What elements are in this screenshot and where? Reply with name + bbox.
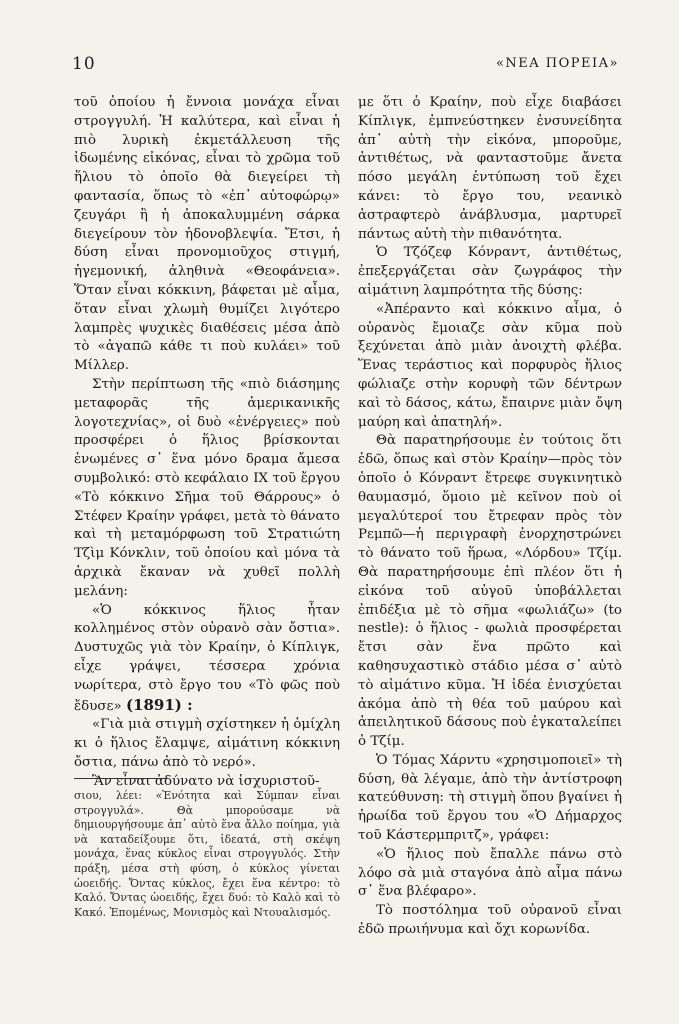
paragraph: Ὁ Τόμας Χάρντυ «χρησιμοποιεῖ» τὴ δύση, θὰ λέγαμε, ἀπὸ τὴν ἀντίστροφη κατεύθυνση: τὴ στιγμὴ ὅπου βγαίνει ἡ ἡρωίδα τοῦ ἔργου του «Ὁ Δήμαρχος τοῦ Κάστερμπριτζ», γράφει: [358,752,622,844]
paragraph: Θὰ παρατηρήσουμε ἐν τούτοις ὅτι ἐδῶ, ὅπως καὶ στὸν Κραίην—πρὸς τὸν ὁποῖο ὁ Κόνραντ ἔτρεφε συγκινητικὸ θαυμασμό, ὅμοιο μὲ κεῖνον ποὺ οἱ μεγαλύτεροί του ἔτρεφαν πρὸς τὸν Ρεμπῶ—ἡ περιγραφὴ ἐνορχηστρώνει τὸ θάνατο τοῦ ἥρωα, «Λόρδου» Τζίμ. Θὰ παρατηρήσουμε ἐπὶ πλέον ὅτι ἡ εἰκόνα τοῦ αὐγοῦ ὑποβάλλεται ἐπιδέξια μὲ τὸ σῆμα «φωλιάζω» (to nestle): ὁ ἥλιος - φωλιὰ προσφέρεται ἔτσι σὰν ἕνα πρῶτο καὶ καθησυχαστικὸ στάδιο μέσα σ᾽ αὐτὸ τὸ αἱμάτινο κῦμα. Ἡ ἰδέα ἐνισχύεται ἀκόμα ἀπὸ τὴ θέα τοῦ μαύρου καὶ ἀπειλητικοῦ δάσους ποὺ ἐγκαταλείπει ὁ Τζίμ. [358,433,622,750]
paragraph: Τὸ ποστόλημα τοῦ οὐρανοῦ εἶναι ἐδῶ πρωιήνυμα καὶ ὄχι κορωνίδα. [358,903,622,938]
footnote [74,789,340,920]
paragraph: Ἂν εἶναι ἀδύνατο νὰ ἰσχυριστοῦ- [92,773,320,789]
right-column [358,94,622,940]
quotation: «Γιὰ μιὰ στιγμὴ σχίστηκεν ἡ ὁμίχλη κι ὁ ἥλιος ἔλαμψε, αἱμάτινη κόκκινη ὄστια, πάνω ἀπὸ τὸ νερό». [74,717,340,770]
footnote-divider [74,778,166,779]
quotation: «Ὁ ἥλιος ποὺ ἔπαλλε πάνω στὸ λόφο σὰ μιὰ σταγόνα ἀπὸ αἷμα πάνω σ᾽ ἕνα βλέφαρο». [358,846,622,900]
paragraph: Στὴν περίπτωση τῆς «πιὸ διάσημης μεταφορᾶς τῆς ἀμερικανικῆς λογοτεχνίας», οἱ δυὸ «ἐνέργειες» ποὺ προσφέρει ὁ ἥλιος βρίσκονται ἑνωμένες σ᾽ ἕνα μόνο δραμα ἄμεσα συμβολικό: στὸ κεφάλαιο IX τοῦ ἔργου «Τὸ κόκκινο Σῆμα τοῦ Θάρρους» ὁ Στέφεν Κραίην γράφει, μετὰ τὸ θάνατο καὶ τὴ μεταμόρφωση τοῦ Στρατιώτη Τζὶμ Κόνκλιν, τοῦ ὁποίου καὶ μόνα τὰ ἀρχικὰ ἔκαναν νὰ χυθεῖ πολλὴ μελάνη: [74,376,340,599]
footnote-text: σιου, λέει: «Ἑνότητα καὶ Σύμπαν εἶναι στρογγυλά». Θὰ μπορούσαμε νὰ δημιουργήσουμε ἀπ᾽ αὐτὸ ἕνα ἄλλο ποίημα, γιὰ νὰ καταδείξουμε ὅτι, ἰδεατά, στὴ σκέψη μονάχα, ἕνας κύκλος εἶναι στρογγυλός. Στὴν πράξη, μέσα στὴ φύση, ὁ κύκλος γίνεται ὡοειδής. Ὄντας κύκλος, ἔχει ἕνα κέντρο: τὸ Καλό. Ὄντας ὡοειδής, ἔχει δυό: τὸ Καλὸ καὶ τὸ Κακό. Ἑπομένως, Μονισμὸς καὶ Ντουαλισμός. [74,789,340,919]
paragraph: τοῦ ὁποίου ἡ ἔννοια μονάχα εἶναι στρογγυλή. Ἡ καλύτερα, καὶ εἶναι ἡ πιὸ λυρικὴ ἐκμετάλλευση τῆς ἰδωμένης εἰκόνας, εἶναι τὸ χρῶμα τοῦ ἥλιου τὸ ὁποῖο θὰ διεγείρει τὴ φαντασία, ὅπως τὸ «ἐπ᾽ αὐτοφώρῳ» ζευγάρι ἢ ἡ ἀποκαλυμμένη σάρκα διεγείρουν τὸν ἡδονοβλεψία. Ἔτσι, ἡ δύση εἶναι προνομιοῦχος στιγμή, ἡγεμονική, ἀληθινὰ «Θεοφάνεια». Ὅταν εἶναι κόκκινη, βάφεται μὲ αἷμα, ὅταν εἶναι χλωμὴ θυμίζει λιγότερο λαμπρὲς ψυχικὲς διαθέσεις μέσα ἀπὸ τὸ «ἀγαπῶ κάθε τι ποὺ κυλάει» τοῦ Μίλλερ. [74,95,340,374]
quote-text: «Ὁ κόκκινος ἥλιος ἦταν κολλημένος στὸν οὐρανὸ σὰν ὄστια». Δυστυχῶς γιὰ τὸν Κραίην, ὁ Κίπλιγκ, εἶχε γράψει, τέσσερα χρόνια νωρίτερα, στὸ ἔργο του «Τὸ φῶς ποὺ ἔδυσε» [74,602,340,714]
paragraph: Ὁ Τζόζεφ Κόνραντ, ἀντιθέτως, ἐπεξεργάζεται σὰν ζωγράφος τὴν αἱμάτινη λαμπρότητα τῆς δύσης: [358,245,622,298]
paragraph [74,602,340,717]
quotation: «Ἀπέραντο καὶ κόκκινο αἷμα, ὁ οὐρανὸς ἔμοιαζε σὰν κῦμα ποὺ ξεχύνεται ἀπὸ μιὰν ἀνοιχτὴ φλέβα. Ἕνας τεράστιος καὶ πορφυρὸς ἥλιος φώλιαζε στὴν κορυφὴ τῶν δέντρων καὶ τὸ δάσος, κάτω, ἔπαιρνε μιὰν ὄψη μαύρη καὶ ἀπατηλή». [358,301,622,430]
publication-year: (1891) : [125,695,193,714]
journal-title: «ΝΕΑ ΠΟΡΕΙΑ» [495,56,619,71]
page-number: 10 [72,54,96,74]
paragraph: με ὅτι ὁ Κραίην, ποὺ εἶχε διαβάσει Κίπλιγκ, ἐμπνεύστηκεν ἐνσυνείδητα ἀπ᾽ αὐτὴ τὴν εἰκόνα, μποροῦμε, ἀντιθέτως, νὰ φανταστοῦμε ἄνετα πόσο μεγάλη ἐντύπωση τοῦ ἔχει κάνει: τὸ ἔργο του, νεανικὸ ἀστραφτερὸ ἀνάβλυσμα, μαρτυρεῖ πάντως αὐτὴ τὴν πιθανότητα. [358,95,622,242]
running-header [72,54,619,74]
left-column [74,94,340,791]
